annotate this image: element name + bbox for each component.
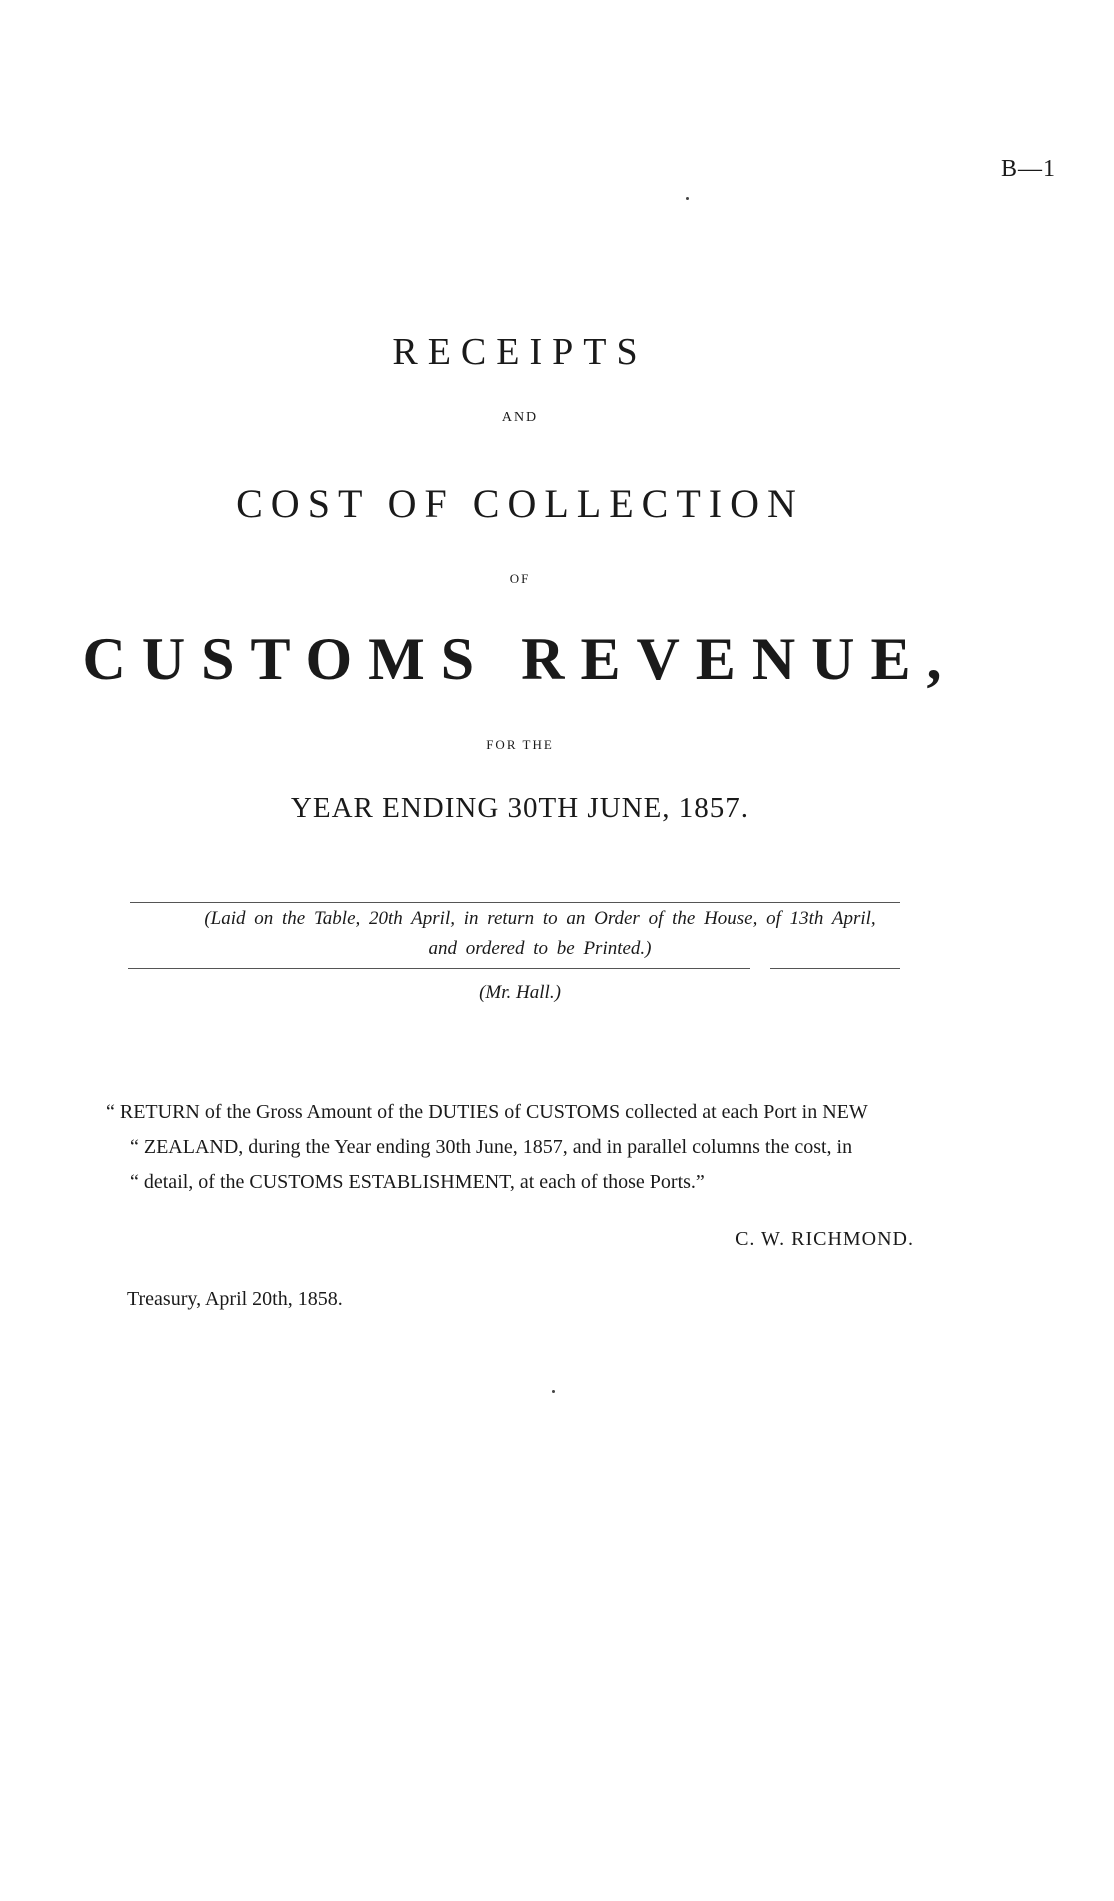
document-reference: B—1 xyxy=(1000,156,1056,182)
title-for-the: FOR THE xyxy=(486,737,554,752)
title-customs-revenue: CUSTOMS REVENUE, xyxy=(82,626,958,692)
title-cost-of-collection: COST OF COLLECTION xyxy=(236,481,804,526)
laid-note-line-2: and ordered to be Printed.) xyxy=(428,938,652,959)
return-line-3: “ detail, of the CUSTOMS ESTABLISHMENT, at each of those Ports.” xyxy=(130,1171,705,1193)
title-year-ending: YEAR ENDING 30TH JUNE, 1857. xyxy=(290,792,750,824)
title-of: OF xyxy=(509,571,531,586)
mover-name: (Mr. Hall.) xyxy=(479,982,561,1003)
title-receipts: RECEIPTS xyxy=(392,331,648,373)
return-line-2: “ ZEALAND, during the Year ending 30th June, 1857, and in parallel columns the cost, in xyxy=(130,1136,853,1158)
paper-speck xyxy=(686,197,689,200)
divider-bottom-right xyxy=(770,968,900,969)
divider-top xyxy=(130,902,900,903)
signature: C. W. RICHMOND. xyxy=(735,1228,914,1250)
return-statement xyxy=(106,1095,946,1200)
title-and: AND xyxy=(501,410,539,425)
date-line: Treasury, April 20th, 1858. xyxy=(127,1288,343,1310)
divider-bottom-left xyxy=(128,968,750,969)
return-line-1: “ RETURN of the Gross Amount of the DUTIES of CUSTOMS collected at each Port in NEW xyxy=(106,1101,868,1123)
paper-speck xyxy=(552,1390,555,1393)
laid-note-line-1: (Laid on the Table, 20th April, in return to an Order of the House, of 13th April, xyxy=(204,908,876,929)
laid-on-table-note xyxy=(140,904,940,964)
